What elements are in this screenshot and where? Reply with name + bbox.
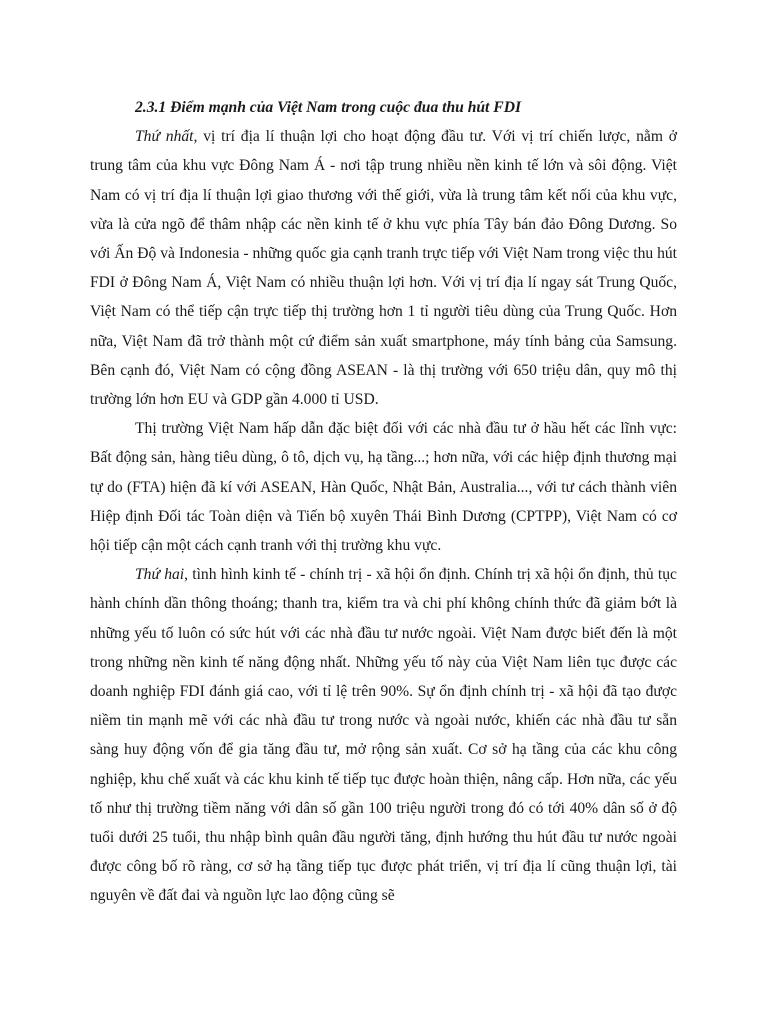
paragraph-1-lead: Thứ nhất, (135, 128, 198, 146)
paragraph-3-text: , tình hình kinh tế - chính trị - xã hội ổn định. Chính trị xã hội ổn định, thủ tục hành chính dần thông thoáng; thanh tra, kiểm tra và chi phí không chính thức đã giảm bớt là những yếu tố luôn có sức hút với các nhà đầu tư nước ngoài. Việt Nam được biết đến là một trong những nền kinh tế năng động nhất. Những yếu tố này của Việt Nam liên tục được các doanh nghiệp FDI đánh giá cao, với tỉ lệ trên 90%. Sự ổn định chính trị - xã hội đã tạo được niềm tin mạnh mẽ với các nhà đầu tư trong nước và ngoài nước, khiến các nhà đầu tư sẵn sàng huy động vốn để gia tăng đầu tư, mở rộng sản xuất. Cơ sở hạ tầng của các khu công nghiệp, khu chế xuất và các khu kinh tế tiếp tục được hoàn thiện, nâng cấp. Hơn nữa, các yếu tố như thị trường tiềm năng với dân số gần 100 triệu người trong đó có tới 40% dân số ở độ tuổi dưới 25 tuổi, thu nhập bình quân đầu người tăng, định hướng thu hút đầu tư nước ngoài được công bố rõ ràng, cơ sở hạ tầng tiếp tục được phát triển, vị trí địa lí cũng thuận lợi, tài nguyên về đất đai và nguồn lực lao động cũng sẽ (90, 566, 677, 905)
paragraph-3 (90, 560, 677, 910)
paragraph-1 (90, 122, 677, 414)
paragraph-2-text: Thị trường Việt Nam hấp dẫn đặc biệt đối với các nhà đầu tư ở hầu hết các lĩnh vực: Bất động sản, hàng tiêu dùng, ô tô, dịch vụ, hạ tầng...; hơn nữa, với các hiệp định thương mại tự do (FTA) hiện đã kí với ASEAN, Hàn Quốc, Nhật Bản, Australia..., với tư cách thành viên Hiệp định Đối tác Toàn diện và Tiến bộ xuyên Thái Bình Dương (CPTPP), Việt Nam có cơ hội tiếp cận một cách cạnh tranh với thị trường khu vực. (90, 420, 677, 555)
section-heading: 2.3.1 Điểm mạnh của Việt Nam trong cuộc đua thu hút FDI (135, 99, 522, 116)
paragraph-1-text: vị trí địa lí thuận lợi cho hoạt động đầu tư. Với vị trí chiến lược, nằm ở trung tâm của khu vực Đông Nam Á - nơi tập trung nhiều nền kinh tế lớn và sôi động. Việt Nam có vị trí địa lí thuận lợi giao thương với thế giới, vừa là trung tâm kết nối của khu vực, vừa là cửa ngõ để thâm nhập các nền kinh tế ở khu vực phía Tây bán đảo Đông Dương. So với Ấn Độ và Indonesia - những quốc gia cạnh tranh trực tiếp với Việt Nam trong việc thu hút FDI ở Đông Nam Á, Việt Nam có nhiều thuận lợi hơn. Với vị trí địa lí ngay sát Trung Quốc, Việt Nam có thể tiếp cận trực tiếp thị trường hơn 1 tỉ người tiêu dùng của Trung Quốc. Hơn nữa, Việt Nam đã trở thành một cứ điểm sản xuất smartphone, máy tính bảng của Samsung. Bên cạnh đó, Việt Nam có cộng đồng ASEAN - là thị trường với 650 triệu dân, quy mô thị trường lớn hơn EU và GDP gần 4.000 tỉ USD. (90, 128, 678, 409)
paragraph-2 (90, 414, 677, 560)
paragraph-3-lead: Thứ hai (135, 566, 185, 584)
document-body (90, 93, 677, 911)
